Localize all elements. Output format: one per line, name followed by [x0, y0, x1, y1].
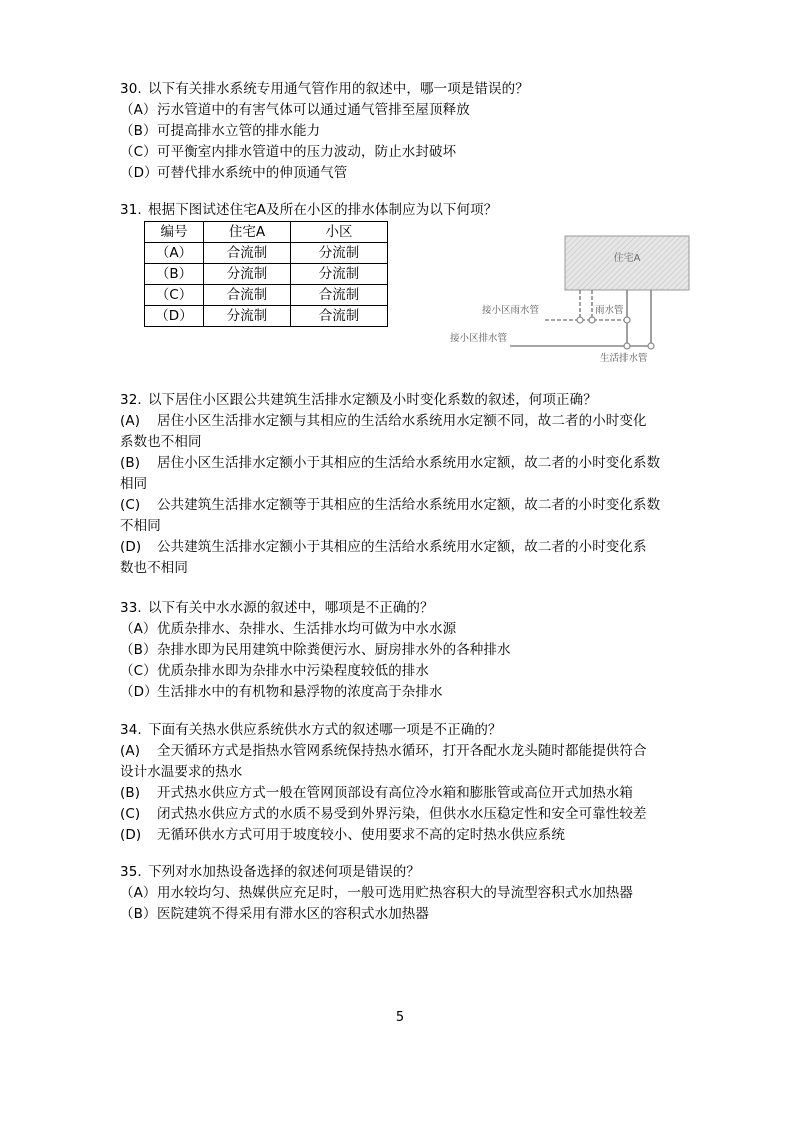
table-cell: （B）	[145, 264, 204, 285]
q35-stem	[120, 862, 680, 882]
q33-option-d: （D）生活排水中的有机物和悬浮物的浓度高于杂排水	[120, 684, 443, 700]
q35-number: 35.	[120, 864, 142, 880]
junction-node	[648, 343, 654, 349]
q32-option-b: (B) 居住小区生活排水定额小于其相应的生活给水系统用水定额，故二者的小时变化系数	[120, 455, 661, 471]
q33-option-b: （B）杂排水即为民用建筑中除粪便污水、厨房排水外的各种排水	[120, 642, 511, 658]
drainage-diagram	[440, 228, 690, 368]
label-rain-pipe: 雨水管	[595, 305, 624, 316]
q35-option-b: （B）医院建筑不得采用有滞水区的容积式水加热器	[120, 906, 429, 922]
q34-option-d: (D) 无循环供水方式可用于坡度较小、使用要求不高的定时热水供应系统	[120, 827, 565, 843]
q32-number: 32.	[120, 392, 142, 408]
table-cell: （D）	[145, 306, 204, 327]
q33-option-c: （C）优质杂排水即为杂排水中污染程度较低的排水	[120, 663, 429, 679]
table-cell: （C）	[145, 285, 204, 306]
table-row	[145, 243, 388, 264]
table-cell: 合流制	[204, 243, 291, 264]
junction-node	[624, 343, 630, 349]
q30-option-d: （D）可替代排水系统中的伸顶通气管	[120, 165, 348, 181]
q30-option-c: （C）可平衡室内排水管道中的压力波动，防止水封破坏	[120, 144, 457, 160]
table-header-row	[145, 222, 388, 243]
q31-stem	[120, 200, 680, 220]
q32-option-a: (A) 居住小区生活排水定额与其相应的生活给水系统用水定额不同，故二者的小时变化	[120, 413, 647, 429]
table-cell: 分流制	[291, 243, 388, 264]
table-header: 小区	[291, 222, 388, 243]
q33-text: 以下有关中水水源的叙述中，哪项是不正确的？	[148, 600, 434, 616]
building-label: 住宅A	[613, 253, 641, 264]
q30-option-a: （A）污水管道中的有害气体可以通过通气管排至屋顶释放	[120, 102, 470, 118]
q34-text: 下面有关热水供应系统供水方式的叙述哪一项是不正确的？	[148, 722, 502, 738]
label-domestic-drain: 生活排水管	[600, 353, 648, 364]
table-cell: 合流制	[291, 285, 388, 306]
table-cell: 分流制	[291, 264, 388, 285]
q32-option-b-cont: 相同	[120, 476, 148, 492]
q31-text: 根据下图试述住宅A及所在小区的排水体制应为以下何项？	[148, 202, 498, 218]
q34-stem	[120, 720, 680, 740]
q30-number: 30.	[120, 81, 142, 97]
q32-option-c-cont: 不相同	[120, 518, 161, 534]
label-rain-to-district: 接小区雨水管	[482, 305, 540, 316]
q32-text: 以下居住小区跟公共建筑生活排水定额及小时变化系数的叙述，何项正确？	[148, 392, 597, 408]
q32-option-d-cont: 数也不相同	[120, 560, 188, 576]
table-cell: 分流制	[204, 306, 291, 327]
q31-number: 31.	[120, 202, 142, 218]
q35-option-a: （A）用水较均匀、热媒供应充足时，一般可选用贮热容积大的导流型容积式水加热器	[120, 885, 633, 901]
label-drain-to-district: 接小区排水管	[450, 333, 508, 344]
table-header: 住宅A	[204, 222, 291, 243]
junction-node	[577, 317, 583, 323]
q34-option-b: (B) 开式热水供应方式一般在管网顶部设有高位冷水箱和膨胀管或高位开式加热水箱	[120, 785, 633, 801]
q33-number: 33.	[120, 600, 142, 616]
q32-option-d: (D) 公共建筑生活排水定额小于其相应的生活给水系统用水定额，故二者的小时变化系	[120, 539, 647, 555]
q30-option-b: （B）可提高排水立管的排水能力	[120, 123, 321, 139]
table-cell: 合流制	[204, 285, 291, 306]
q31-options-table	[144, 221, 388, 327]
q35-text: 下列对水加热设备选择的叙述何项是错误的？	[148, 864, 420, 880]
q30-text: 以下有关排水系统专用通气管作用的叙述中，哪一项是错误的？	[148, 81, 529, 97]
page-number: 5	[395, 1010, 405, 1025]
q34-option-a-cont: 设计水温要求的热水	[120, 764, 243, 780]
q32-option-c: (C) 公共建筑生活排水定额等于其相应的生活给水系统用水定额，故二者的小时变化系数	[120, 497, 661, 513]
q33-option-a: （A）优质杂排水、杂排水、生活排水均可做为中水水源	[120, 621, 457, 637]
q34-number: 34.	[120, 722, 142, 738]
q34-option-c: (C) 闭式热水供应方式的水质不易受到外界污染，但供水水压稳定性和安全可靠性较差	[120, 806, 647, 822]
q30-stem	[120, 79, 680, 99]
junction-node	[589, 317, 595, 323]
table-row	[145, 306, 388, 327]
table-cell: （A）	[145, 243, 204, 264]
table-header: 编号	[145, 222, 204, 243]
table-row	[145, 285, 388, 306]
q32-stem	[120, 390, 680, 410]
table-cell: 分流制	[204, 264, 291, 285]
table-cell: 合流制	[291, 306, 388, 327]
q32-option-a-cont: 系数也不相同	[120, 434, 202, 450]
q34-option-a: (A) 全天循环方式是指热水管网系统保持热水循环，打开各配水龙头随时都能提供符合	[120, 743, 647, 759]
junction-node	[624, 317, 630, 323]
q33-stem	[120, 598, 680, 618]
table-row	[145, 264, 388, 285]
